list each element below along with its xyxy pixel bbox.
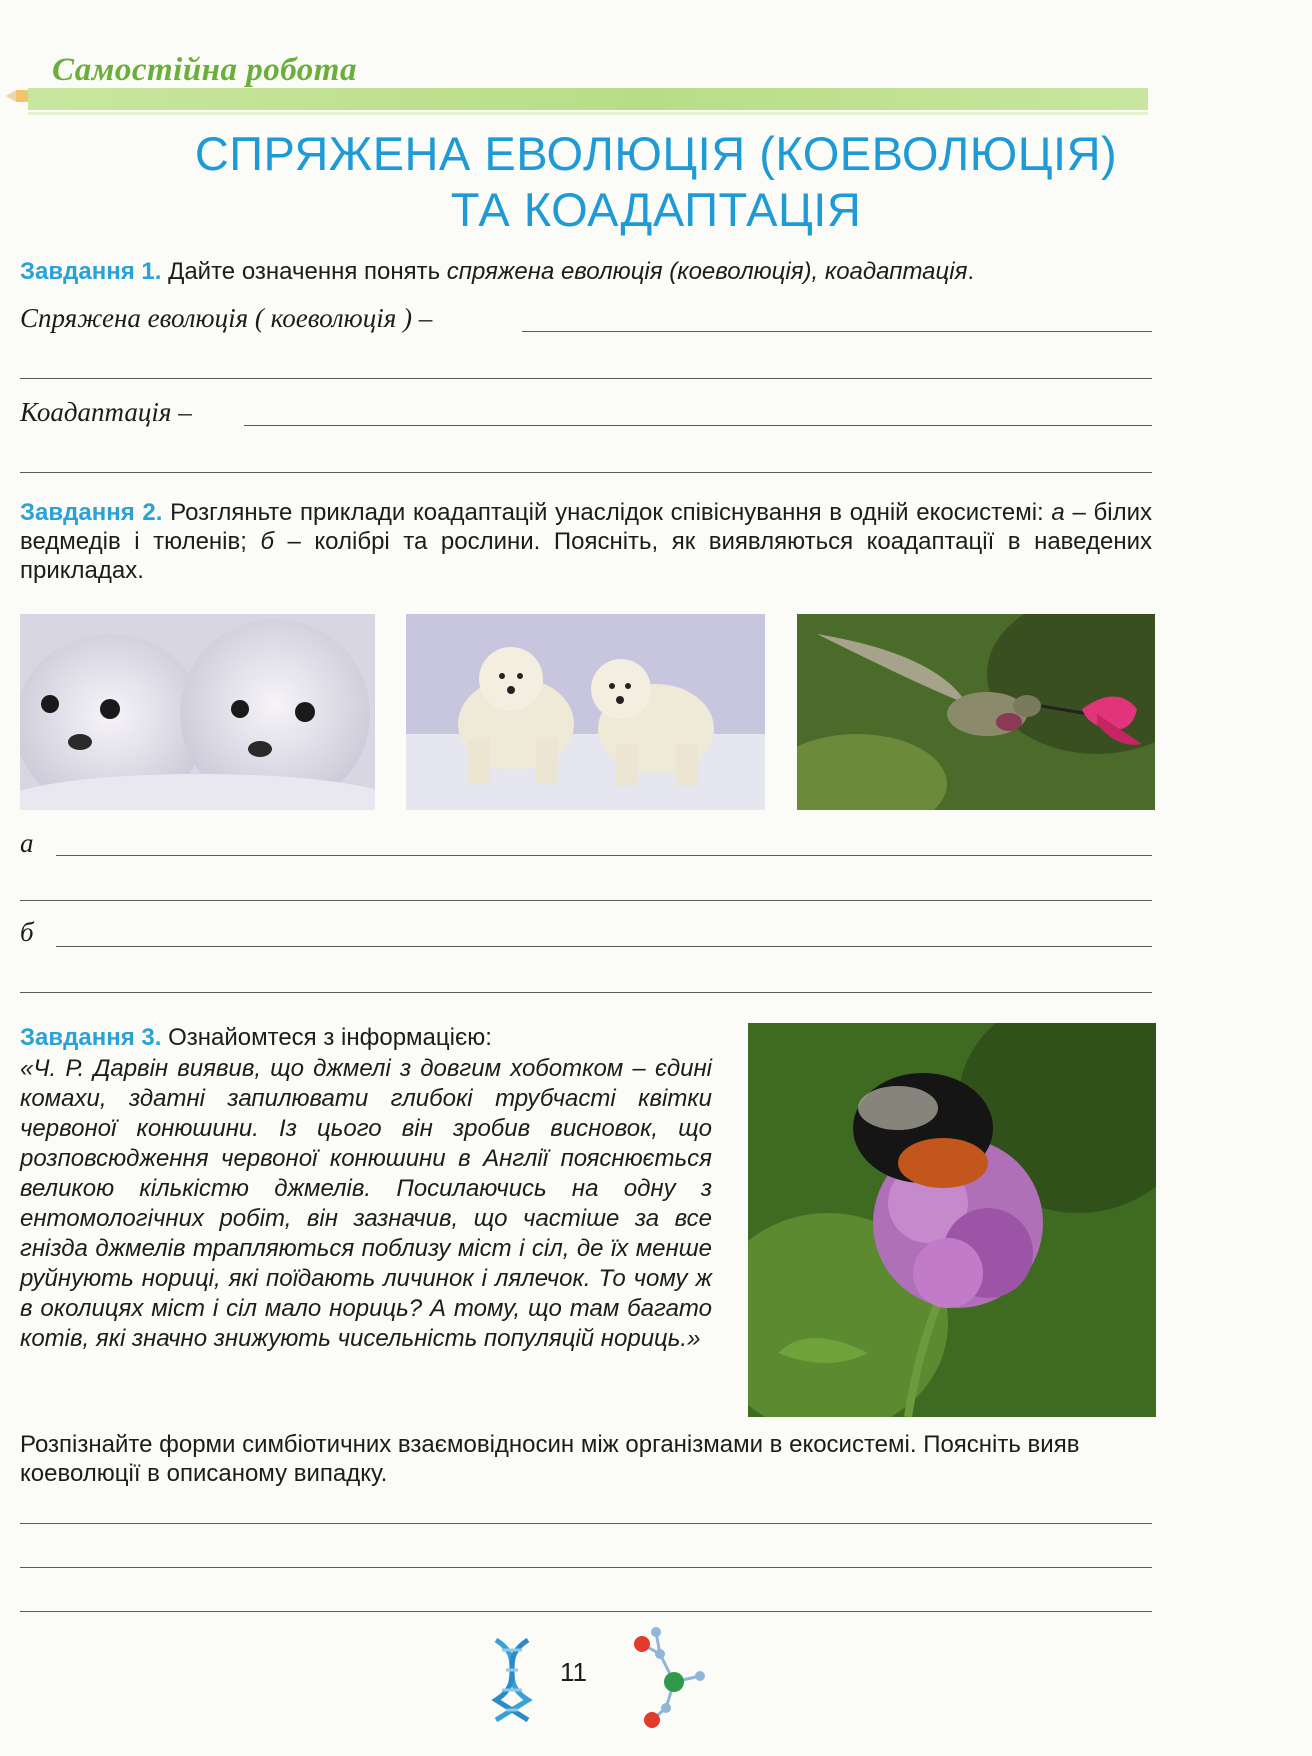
answer-label-b: б [20, 917, 34, 947]
task1-terms: спряжена еволюція (коеволюція), коадаптація [446, 258, 968, 285]
task1-label: Завдання 1. [20, 258, 162, 285]
polar-bear-cubs-photo [406, 614, 765, 810]
task2-text-b: – білих ведмедів і тюленів; [20, 499, 1153, 555]
task2-label: Завдання 2. [20, 499, 163, 526]
answer-line[interactable] [20, 1567, 1152, 1568]
answer-line[interactable] [20, 378, 1152, 379]
bumblebee-clover-photo [748, 1023, 1156, 1417]
task1-term2: Коадаптація – [20, 397, 192, 427]
task2-letter-a: а [1051, 499, 1065, 526]
answer-line[interactable] [20, 992, 1152, 993]
answer-line[interactable] [244, 425, 1152, 426]
darwin-quote: «Ч. Р. Дарвін виявив, що джмелі з довгим хоботком – єдині комахи, здатні запилювати глибокі трубчасті квітки червоної конюшини. Із цього він зробив висновок, що розповсюдження червоної конюшини в Англії пояснюється великою кількістю джмелів. Посилаючись на одну з ентомологічних робіт, він зазначив, що частіше за все гнізда джмелів трапляються поблизу міст і сіл, де їх менше руйнують нориці, які поїдають личинок і лялечок. То чому ж в околицях міст і сіл мало нориць? А тому, що там багато котів, які значно знижують чисельність популяцій нориць.» [20, 1055, 712, 1352]
answer-line[interactable] [20, 900, 1152, 901]
answer-line[interactable] [20, 472, 1152, 473]
task2-text-c: – колібрі та рослини. Поясніть, як виявляються коадаптації в наведених прикладах. [20, 528, 1152, 584]
answer-line[interactable] [20, 1611, 1152, 1612]
task3-intro: Ознайомтеся з інформацією: [161, 1024, 492, 1051]
header-band-line [28, 112, 1148, 115]
header-band [28, 88, 1148, 110]
page-number: 11 [560, 1657, 587, 1687]
answer-line[interactable] [56, 855, 1152, 856]
section-title: Самостійна робота [52, 52, 357, 88]
answer-line[interactable] [56, 946, 1152, 947]
page-title-line2: ТА КОАДАПТАЦІЯ [450, 183, 862, 236]
molecule-icon [626, 1624, 716, 1732]
answer-label-a: а [20, 828, 34, 858]
page-title-line1: СПРЯЖЕНА ЕВОЛЮЦІЯ (КОЕВОЛЮЦІЯ) [194, 127, 1118, 180]
task3-question: Розпізнайте форми симбіотичних взаємовідносин між організмами в екосистемі. Поясніть вияв коеволюції в описаному випадку. [20, 1431, 1080, 1487]
task1-text: Дайте означення понять [168, 258, 447, 285]
task3-heading [20, 1023, 492, 1052]
hummingbird-photo [797, 614, 1155, 810]
answer-line[interactable] [20, 1523, 1152, 1524]
seal-pups-photo [20, 614, 375, 810]
task1-instruction [20, 257, 1160, 286]
task2-text-a: Розгляньте приклади коадаптацій унаслідок співіснування в одній екосистемі: [162, 499, 1052, 526]
task2-instruction [20, 498, 1152, 585]
task3-label: Завдання 3. [20, 1024, 162, 1051]
task1-end: . [967, 258, 975, 285]
answer-line[interactable] [522, 331, 1152, 332]
task2-letter-b: б [260, 528, 274, 555]
task1-term1: Спряжена еволюція ( коеволюція ) – [20, 303, 433, 333]
dna-icon [488, 1638, 536, 1722]
